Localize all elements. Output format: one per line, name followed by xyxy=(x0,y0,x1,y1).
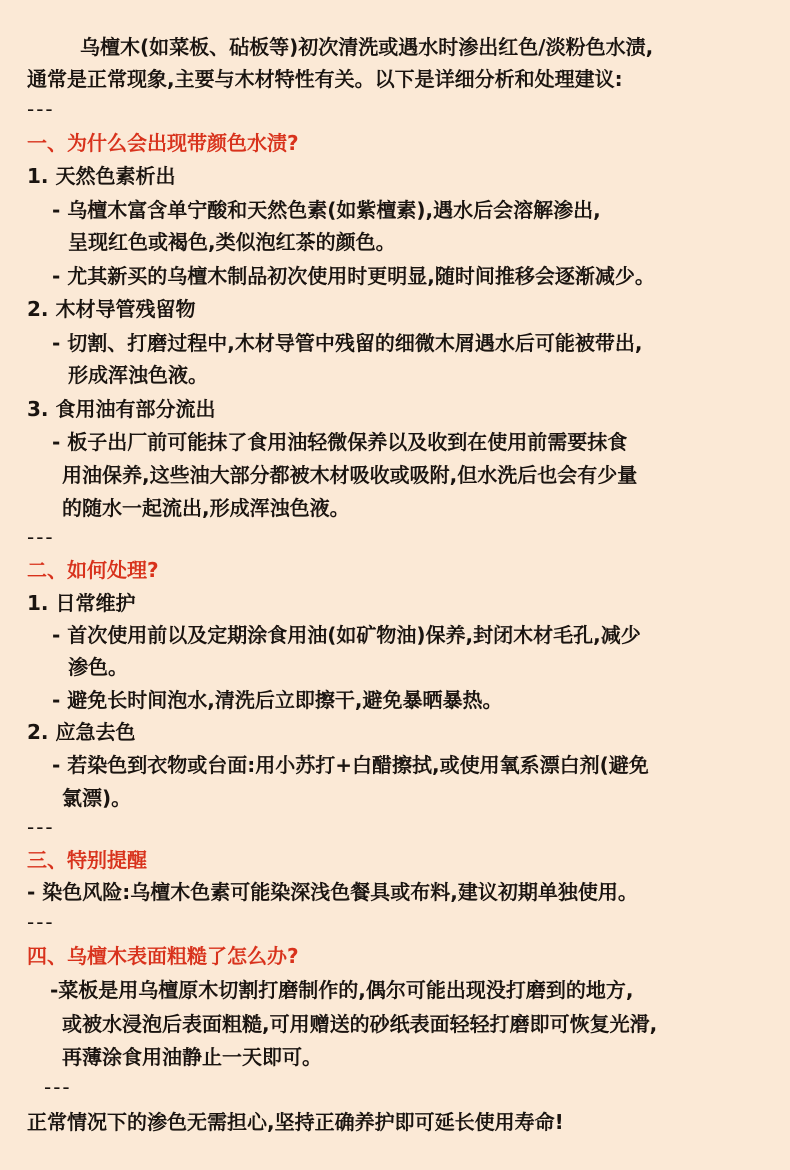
section1-item1-bullet1-line1: - 乌檀木富含单宁酸和天然色素(如紫檀素),遇水后会溶解渗出, xyxy=(52,198,601,222)
section4-heading: 四、乌檀木表面粗糙了怎么办? xyxy=(27,944,299,968)
section1-item3-title: 3. 食用油有部分流出 xyxy=(27,397,216,421)
section4-bullet1-line2: 或被水浸泡后表面粗糙,可用赠送的砂纸表面轻轻打磨即可恢复光滑, xyxy=(62,1012,658,1036)
section1-item1-bullet2-line1: - 尤其新买的乌檀木制品初次使用时更明显,随时间推移会逐渐减少。 xyxy=(52,264,655,288)
section2-heading: 二、如何处理? xyxy=(27,558,159,582)
separator: --- xyxy=(27,815,55,839)
section2-item1-bullet1-line2: 渗色。 xyxy=(68,655,128,679)
section1-item3-bullet1-line2: 用油保养,这些油大部分都被木材吸收或吸附,但水洗后也会有少量 xyxy=(62,463,638,487)
section1-heading: 一、为什么会出现带颜色水渍? xyxy=(27,131,299,155)
section2-item1-bullet2-line1: - 避免长时间泡水,清洗后立即擦干,避免暴晒暴热。 xyxy=(52,688,503,712)
intro-line-2: 通常是正常现象,主要与木材特性有关。以下是详细分析和处理建议: xyxy=(27,67,623,91)
section1-item1-bullet1-line2: 呈现红色或褐色,类似泡红茶的颜色。 xyxy=(68,230,396,254)
section1-item2-title: 2. 木材导管残留物 xyxy=(27,297,196,321)
section1-item3-bullet1-line1: - 板子出厂前可能抹了食用油轻微保养以及收到在使用前需要抹食 xyxy=(52,430,628,454)
section4-bullet1-line3: 再薄涂食用油静止一天即可。 xyxy=(62,1045,322,1069)
separator: --- xyxy=(27,910,55,934)
section1-item2-bullet1-line1: - 切割、打磨过程中,木材导管中残留的细微木屑遇水后可能被带出, xyxy=(52,331,643,355)
separator: --- xyxy=(27,97,55,121)
section2-item2-bullet1-line1: - 若染色到衣物或台面:用小苏打+白醋擦拭,或使用氧系漂白剂(避免 xyxy=(52,753,649,777)
section2-item2-title: 2. 应急去色 xyxy=(27,720,136,744)
section1-item3-bullet1-line3: 的随水一起流出,形成浑浊色液。 xyxy=(62,496,350,520)
section4-bullet1-line1: -菜板是用乌檀原木切割打磨制作的,偶尔可能出现没打磨到的地方, xyxy=(50,978,634,1002)
section1-item1-title: 1. 天然色素析出 xyxy=(27,164,176,188)
intro-line-1: 乌檀木(如菜板、砧板等)初次清洗或遇水时渗出红色/淡粉色水渍, xyxy=(80,35,654,59)
section2-item1-title: 1. 日常维护 xyxy=(27,591,136,615)
separator: --- xyxy=(27,525,55,549)
closing-line: 正常情况下的渗色无需担心,坚持正确养护即可延长使用寿命! xyxy=(27,1110,564,1134)
separator: --- xyxy=(44,1075,72,1099)
section3-bullet1: - 染色风险:乌檀木色素可能染深浅色餐具或布料,建议初期单独使用。 xyxy=(27,880,638,904)
section3-heading: 三、特别提醒 xyxy=(27,848,147,872)
section2-item2-bullet1-line2: 氯漂)。 xyxy=(62,786,132,810)
section2-item1-bullet1-line1: - 首次使用前以及定期涂食用油(如矿物油)保养,封闭木材毛孔,减少 xyxy=(52,623,641,647)
section1-item2-bullet1-line2: 形成浑浊色液。 xyxy=(68,363,208,387)
